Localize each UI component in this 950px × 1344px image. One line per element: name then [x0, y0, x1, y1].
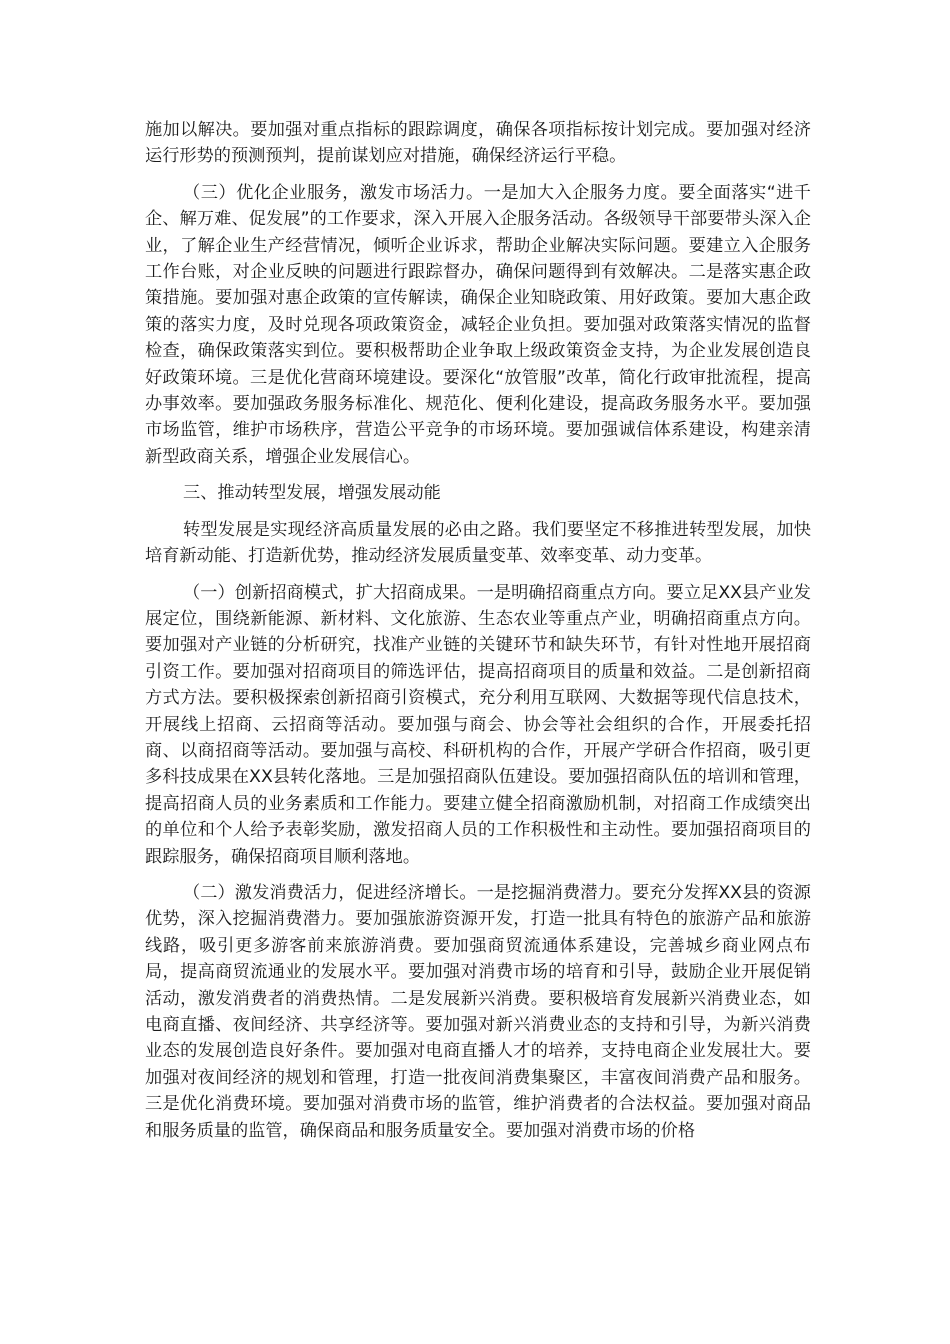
paragraph-consumption-vitality: （二）激发消费活力，促进经济增长。一是挖掘消费潜力。要充分发挥XX县的资源优势，深入挖掘消费潜力。要加强旅游资源开发，打造一批具有特色的旅游产品和旅游线路，吸引更多游客前来旅游消费。要加强商贸流通体系建设，完善城乡商业网点布局，提高商贸流通业的发展水平。要加强对消费市场的培育和引导，鼓励企业开展促销活动，激发消费者的消费热情。二是发展新兴消费。要积极培育发展新兴消费业态，如电商直播、夜间经济、共享经济等。要加强对新兴消费业态的支持和引导，为新兴消费业态的发展创造良好条件。要加强对电商直播人才的培养，支持电商企业发展壮大。要加强对夜间经济的规划和管理，打造一批夜间消费集聚区，丰富夜间消费产品和服务。三是优化消费环境。要加强对消费市场的监管，维护消费者的合法权益。要加强对商品和服务质量的监管，确保商品和服务质量安全。要加强对消费市场的价格: [145, 882, 811, 1141]
paragraph-continuation: 施加以解决。要加强对重点指标的跟踪调度，确保各项指标按计划完成。要加强对经济运行形势的预测预判，提前谋划应对措施，确保经济运行平稳。: [145, 120, 811, 167]
document-body: [145, 117, 811, 1154]
section-heading-transformation: 三、推动转型发展，增强发展动能: [183, 483, 441, 504]
paragraph-optimize-enterprise-service: （三）优化企业服务，激发市场活力。一是加大入企服务力度。要全面落实“进千企、解万难、促发展”的工作要求，深入开展入企服务活动。各级领导干部要带头深入企业，了解企业生产经营情况，倾听企业诉求，帮助企业解决实际问题。要建立入企服务工作台账，对企业反映的问题进行跟踪督办，确保问题得到有效解决。二是落实惠企政策措施。要加强对惠企政策的宣传解读，确保企业知晓政策、用好政策。要加大惠企政策的落实力度，及时兑现各项政策资金，减轻企业负担。要加强对政策落实情况的监督检查，确保政策落实到位。要积极帮助企业争取上级政策资金支持，为企业发展创造良好政策环境。三是优化营商环境建设。要深化“放管服”改革，简化行政审批流程，提高办事效率。要加强政务服务标准化、规范化、便利化建设，提高政务服务水平。要加强市场监管，维护市场秩序，营造公平竞争的市场环境。要加强诚信体系建设，构建亲清新型政商关系，增强企业发展信心。: [145, 182, 811, 467]
paragraph-transformation-intro: 转型发展是实现经济高质量发展的必由之路。我们要坚定不移推进转型发展，加快培育新动能、打造新优势，推动经济发展质量变革、效率变革、动力变革。: [145, 519, 811, 567]
paragraph-investment-attraction: （一）创新招商模式，扩大招商成果。一是明确招商重点方向。要立足XX县产业发展定位，围绕新能源、新材料、文化旅游、生态农业等重点产业，明确招商重点方向。要加强对产业链的分析研究，找准产业链的关键环节和缺失环节，有针对性地开展招商引资工作。要加强对招商项目的筛选评估，提高招商项目的质量和效益。二是创新招商方式方法。要积极探索创新招商引资模式，充分利用互联网、大数据等现代信息技术，开展线上招商、云招商等活动。要加强与商会、协会等社会组织的合作，开展委托招商、以商招商等活动。要加强与高校、科研机构的合作，开展产学研合作招商，吸引更多科技成果在XX县转化落地。三是加强招商队伍建设。要加强招商队伍的培训和管理，提高招商人员的业务素质和工作能力。要建立健全招商激励机制，对招商工作成绩突出的单位和个人给予表彰奖励，激发招商人员的工作积极性和主动性。要加强招商项目的跟踪服务，确保招商项目顺利落地。: [145, 582, 811, 867]
